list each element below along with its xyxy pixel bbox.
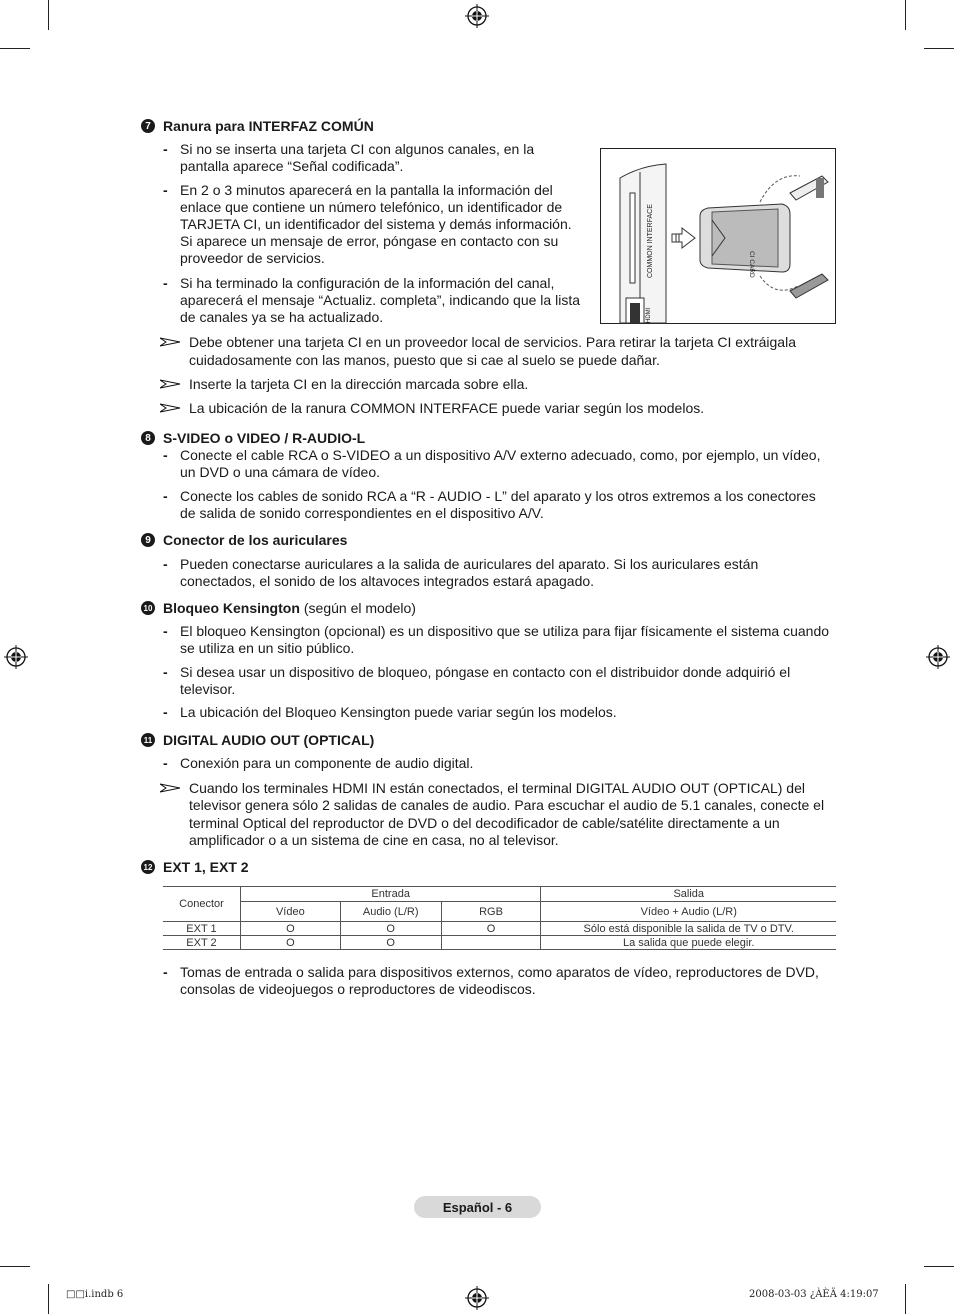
bullet-item: - El bloqueo Kensington (opcional) es un dispositivo que se utiliza para fijar físicamente el sistema cuando se utiliza en un sitio público. xyxy=(163,623,833,657)
registration-mark-icon xyxy=(926,645,950,669)
note-text: Inserte la tarjeta CI en la dirección marcada sobre ella. xyxy=(189,376,529,392)
table-header: Salida xyxy=(541,887,836,902)
table-subheader: Vídeo xyxy=(240,902,340,922)
section-number: 10 xyxy=(141,601,155,615)
note-text: La ubicación de la ranura COMMON INTERFACE puede variar según los modelos. xyxy=(189,400,705,416)
bullet-item: - Conecte los cables de sonido RCA a “R - AUDIO - L” del aparato y los otros extremos a los conectores de salida de sonido correspondientes en el dispositivo A/V. xyxy=(163,488,833,522)
bullet-text: Si desea usar un dispositivo de bloqueo, póngase en contacto con el distribuidor donde adquirió el televisor. xyxy=(180,664,791,697)
bullet-text: El bloqueo Kensington (opcional) es un dispositivo que se utiliza para fijar físicamente el sistema cuando se utiliza en un sitio público. xyxy=(180,623,830,656)
bullet-text: La ubicación del Bloqueo Kensington puede variar según los modelos. xyxy=(180,704,617,720)
table-cell: EXT 1 xyxy=(163,922,240,936)
section-title-text: S-VIDEO o VIDEO / R-AUDIO-L xyxy=(163,430,366,446)
note-item xyxy=(160,334,840,369)
crop-mark xyxy=(0,48,30,49)
card-label: CI CARD xyxy=(748,251,755,278)
section-title-suffix: (según el modelo) xyxy=(303,600,416,616)
note-text: Debe obtener una tarjeta CI en un proveedor local de servicios. Para retirar la tarjeta CI extráigala cuidadosamente con las manos, puesto que si cae al suelo se puede dañar. xyxy=(189,334,796,368)
bullet-text: Pueden conectarse auriculares a la salida de auriculares del aparato. Si los auriculares están conectados, el sonido de los altavoces integrados estará apagado. xyxy=(180,556,759,589)
bullet-item: - En 2 o 3 minutos aparecerá en la pantalla la información del enlace que contiene un número telefónico, un identificador de TARJETA CI, un identificador del sistema y demás información. Si aparece un mensaje de error, póngase en contacto con su proveedor de servicios. xyxy=(163,182,578,267)
registration-mark-icon xyxy=(465,4,489,28)
bullet-item: - Pueden conectarse auriculares a la salida de auriculares del aparato. Si los auriculares están conectados, el sonido de los altavoces integrados estará apagado. xyxy=(163,556,833,590)
section-title xyxy=(141,859,249,875)
ci-card-illustration xyxy=(600,148,836,324)
bullet-text: Si no se inserta una tarjeta CI con algunos canales, en la pantalla aparece “Señal codificada”. xyxy=(180,141,535,174)
print-slug-right: 2008-03-03 ¿ÀÈÄ 4:19:07 xyxy=(749,1289,879,1300)
bullet-item: - La ubicación del Bloqueo Kensington puede variar según los modelos. xyxy=(163,704,617,720)
table-cell: EXT 2 xyxy=(163,936,240,950)
registration-mark-icon xyxy=(465,1286,489,1310)
table-cell xyxy=(441,936,541,950)
table-cell: O xyxy=(340,922,441,936)
bullet-text: Tomas de entrada o salida para dispositivos externos, como aparatos de vídeo, reproductores de DVD, consolas de videojuegos o reproductores de videodiscos. xyxy=(180,964,819,997)
table-header: Entrada xyxy=(240,887,541,902)
bullet-item: - Si ha terminado la configuración de la información del canal, aparecerá el mensaje “Actualiz. completa”, indicando que la lista de canales ya se ha actualizado. xyxy=(163,275,583,326)
section-title xyxy=(141,600,416,616)
print-slug-left: □□i.indb 6 xyxy=(66,1289,124,1300)
table-row xyxy=(163,936,836,950)
section-title-text: EXT 1, EXT 2 xyxy=(163,859,249,875)
table-cell: O xyxy=(340,936,441,950)
note-arrow-icon xyxy=(160,379,182,389)
bullet-item: - Conexión para un componente de audio digital. xyxy=(163,755,474,771)
note-arrow-icon xyxy=(160,403,182,413)
bullet-text: Conecte el cable RCA o S-VIDEO a un dispositivo A/V externo adecuado, como, por ejemplo, un vídeo, un DVD o una cámara de vídeo. xyxy=(180,447,821,480)
table-cell: La salida que puede elegir. xyxy=(541,936,836,950)
section-title xyxy=(141,118,374,134)
note-text: Cuando los terminales HDMI IN están conectados, el terminal DIGITAL AUDIO OUT (OPTICAL) del televisor genera sólo 2 salidas de canales de audio. Para escuchar el audio de 5.1 canales, conecte el terminal Optical del reproductor de DVD o del decodificador de cable/satélite directamente a un amplificador o a un sistema de cine en casa, no al televisor. xyxy=(189,780,825,848)
crop-mark xyxy=(905,1284,906,1314)
table-row xyxy=(163,922,836,936)
bullet-text: Conexión para un componente de audio digital. xyxy=(180,755,474,771)
section-number: 8 xyxy=(141,431,155,445)
bullet-text: Si ha terminado la configuración de la información del canal, aparecerá el mensaje “Actualiz. completa”, indicando que la lista de canales ya se ha actualizado. xyxy=(180,275,580,325)
bullet-text: Conecte los cables de sonido RCA a “R - AUDIO - L” del aparato y los otros extremos a los conectores de salida de sonido correspondientes en el dispositivo A/V. xyxy=(180,488,816,521)
crop-mark xyxy=(924,48,954,49)
page-number-badge: Español - 6 xyxy=(414,1196,541,1218)
table-cell: Sólo está disponible la salida de TV o DTV. xyxy=(541,922,836,936)
section-title-text: Bloqueo Kensington xyxy=(163,600,300,616)
table-cell: O xyxy=(240,936,340,950)
section-number: 12 xyxy=(141,860,155,874)
crop-mark xyxy=(905,0,906,30)
crop-mark xyxy=(48,0,49,30)
note-item xyxy=(160,780,836,849)
crop-mark xyxy=(924,1266,954,1267)
note-arrow-icon xyxy=(160,337,182,347)
section-title-text: Conector de los auriculares xyxy=(163,532,348,548)
table-subheader: RGB xyxy=(441,902,541,922)
table-subheader: Vídeo + Audio (L/R) xyxy=(541,902,836,922)
bullet-item: - Conecte el cable RCA o S-VIDEO a un dispositivo A/V externo adecuado, como, por ejemplo, un vídeo, un DVD o una cámara de vídeo. xyxy=(163,447,833,481)
bullet-item: - Si no se inserta una tarjeta CI con algunos canales, en la pantalla aparece “Señal codificada”. xyxy=(163,141,578,175)
section-number: 11 xyxy=(141,733,155,747)
crop-mark xyxy=(0,1266,30,1267)
section-title xyxy=(141,430,365,446)
table-cell: O xyxy=(240,922,340,936)
port-label: HDMI xyxy=(646,307,652,323)
note-item xyxy=(160,400,840,418)
section-title xyxy=(141,532,347,548)
bullet-item: - Tomas de entrada o salida para dispositivos externos, como aparatos de vídeo, reproductores de DVD, consolas de videojuegos o reproductores de videodiscos. xyxy=(163,964,833,998)
table-cell: O xyxy=(441,922,541,936)
section-number: 7 xyxy=(141,119,155,133)
slot-label: COMMON INTERFACE xyxy=(647,204,654,278)
section-title-text: DIGITAL AUDIO OUT (OPTICAL) xyxy=(163,732,375,748)
section-title xyxy=(141,732,374,748)
section-number: 9 xyxy=(141,533,155,547)
section-title-text: Ranura para INTERFAZ COMÚN xyxy=(163,118,374,134)
ext-spec-table xyxy=(163,886,836,950)
note-arrow-icon xyxy=(160,783,182,793)
registration-mark-icon xyxy=(4,645,28,669)
table-subheader: Audio (L/R) xyxy=(340,902,441,922)
crop-mark xyxy=(48,1284,49,1314)
table-header: Conector xyxy=(163,887,240,922)
bullet-text: En 2 o 3 minutos aparecerá en la pantalla la información del enlace que contiene un número telefónico, un identificador de TARJETA CI, un identificador del sistema y demás información. Si aparece un mensaje de error, póngase en contacto con su proveedor de servicios. xyxy=(180,182,572,266)
bullet-item: - Si desea usar un dispositivo de bloqueo, póngase en contacto con el distribuidor donde adquirió el televisor. xyxy=(163,664,833,698)
note-item xyxy=(160,376,840,394)
